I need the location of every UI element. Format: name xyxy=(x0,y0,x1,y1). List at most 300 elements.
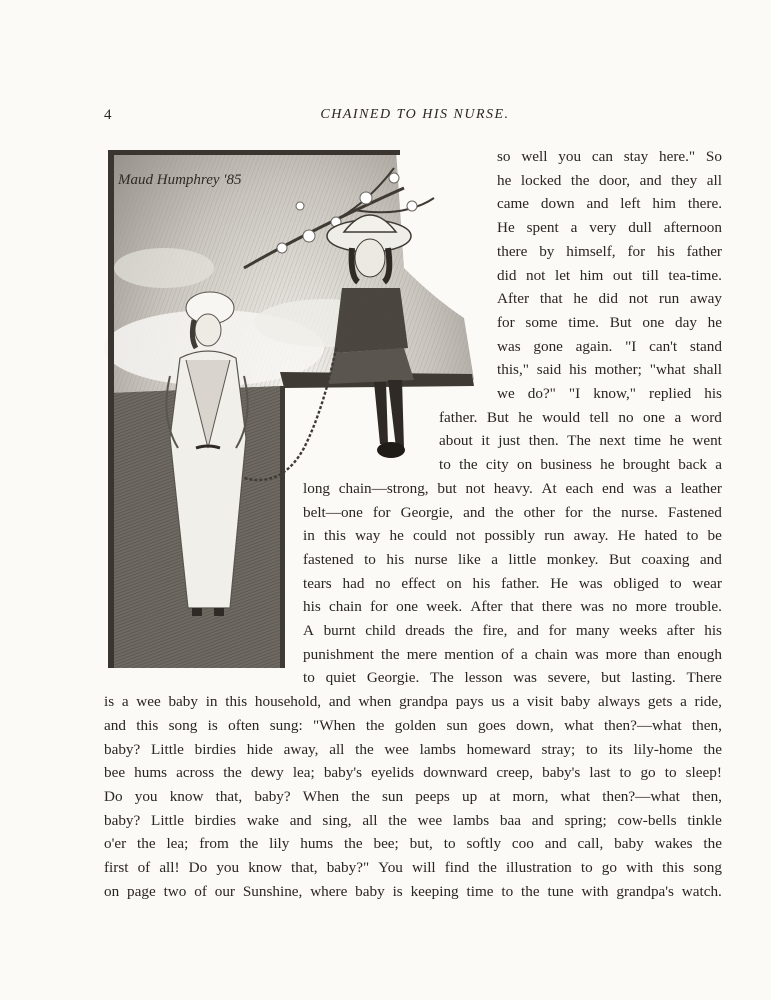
word: and xyxy=(328,693,351,711)
word: visit xyxy=(526,693,554,711)
word: came xyxy=(497,195,530,213)
word: peeps xyxy=(415,787,450,805)
word: he xyxy=(600,456,615,474)
text-line xyxy=(497,287,722,311)
word: him xyxy=(652,195,676,213)
word: here." xyxy=(658,148,696,165)
word: wee xyxy=(136,693,161,711)
word: dreads xyxy=(405,622,445,639)
word: for xyxy=(372,503,391,521)
word: last xyxy=(589,764,611,782)
word: went xyxy=(692,432,722,450)
word: him xyxy=(579,266,604,284)
text-line xyxy=(439,429,722,453)
word: had xyxy=(342,574,365,592)
word: "what xyxy=(649,361,686,379)
word: some xyxy=(525,313,558,331)
word: Fastened xyxy=(667,503,722,521)
word: on xyxy=(446,574,462,592)
word: the xyxy=(351,787,370,805)
word: lambs xyxy=(452,811,490,829)
word: and xyxy=(531,811,554,829)
word: baby's xyxy=(323,764,362,782)
word: locked xyxy=(520,171,562,189)
word: business xyxy=(540,456,592,474)
word: time. xyxy=(568,313,599,331)
word: and xyxy=(586,195,609,213)
word: a xyxy=(520,645,528,663)
text-line xyxy=(303,643,722,667)
word: with xyxy=(581,882,609,900)
word: lily-home xyxy=(633,740,693,758)
word: like xyxy=(457,550,481,568)
word: Do xyxy=(188,859,208,876)
word: the xyxy=(381,645,400,663)
word: possibly xyxy=(484,527,536,545)
word: is xyxy=(392,882,403,900)
word: he xyxy=(707,313,722,331)
word: you xyxy=(134,787,158,805)
word: "I xyxy=(625,337,637,355)
word: to xyxy=(664,764,677,782)
word: lesson xyxy=(464,669,503,687)
word: down, xyxy=(516,716,554,734)
word: run xyxy=(544,527,565,545)
word: and xyxy=(463,503,486,521)
word: Sunshine, xyxy=(242,882,303,900)
word: then, xyxy=(691,716,722,734)
text-line xyxy=(303,666,722,690)
word: But xyxy=(608,550,631,568)
word: for xyxy=(370,598,388,616)
word: city xyxy=(485,456,509,474)
word: other xyxy=(523,503,555,521)
word: the xyxy=(239,835,259,853)
word: a xyxy=(715,456,722,474)
word: stay xyxy=(623,148,649,165)
word: baa xyxy=(499,811,521,829)
word: a xyxy=(512,693,520,711)
word: but xyxy=(601,669,621,687)
word: then. xyxy=(528,432,559,450)
word: mother; xyxy=(594,361,642,379)
word: the xyxy=(570,171,590,189)
word: the xyxy=(137,835,156,853)
word: but, xyxy=(409,835,433,853)
word: baby?" xyxy=(326,859,370,876)
word: in xyxy=(205,693,218,711)
word: After xyxy=(470,598,503,616)
word: the xyxy=(703,740,722,758)
word: mere xyxy=(406,645,438,663)
word: to xyxy=(585,740,598,758)
word: all! xyxy=(159,859,180,876)
word: There xyxy=(686,669,722,687)
word: that, xyxy=(215,787,243,805)
word: could xyxy=(413,527,447,545)
word: he xyxy=(573,290,588,308)
word: so xyxy=(497,148,511,165)
word: leather xyxy=(680,479,722,497)
text-line xyxy=(497,192,722,216)
word: no xyxy=(618,408,634,426)
word: day xyxy=(674,313,697,331)
word: with xyxy=(626,859,654,876)
word: golden xyxy=(394,716,437,734)
word: but xyxy=(437,479,457,497)
word: away xyxy=(689,290,722,308)
word: song xyxy=(168,716,198,734)
word: did xyxy=(497,266,517,284)
word: than xyxy=(643,645,671,663)
word: monkey. xyxy=(546,550,599,568)
word: severe, xyxy=(547,669,591,687)
word: replied xyxy=(649,385,692,402)
word: chain—strong, xyxy=(338,479,429,497)
word: there xyxy=(497,242,528,260)
word: gone xyxy=(533,337,563,355)
word: then?—what xyxy=(603,716,682,734)
word: is xyxy=(104,693,115,711)
text-line xyxy=(104,809,722,833)
word: and xyxy=(639,171,662,189)
word: the xyxy=(355,740,374,758)
word: coaxing xyxy=(641,550,690,568)
word: end xyxy=(602,479,624,497)
word: After xyxy=(497,290,530,308)
text-line xyxy=(497,169,722,193)
word: grandpa's xyxy=(616,882,674,900)
word: to xyxy=(501,882,514,900)
word: this xyxy=(136,716,159,734)
word: go xyxy=(601,859,617,876)
word: find xyxy=(444,859,470,876)
word: He xyxy=(550,574,569,592)
word: was xyxy=(574,645,599,663)
word: away. xyxy=(573,527,609,545)
word: hated xyxy=(644,527,678,545)
word: heavy. xyxy=(493,479,533,497)
word: away, xyxy=(283,740,319,758)
text-line xyxy=(104,785,722,809)
word: no xyxy=(612,598,628,616)
word: back xyxy=(678,456,707,474)
word: two xyxy=(163,882,187,900)
word: But xyxy=(486,408,509,426)
text-line xyxy=(497,264,722,288)
word: this," xyxy=(497,361,529,379)
word: then?—what xyxy=(602,787,680,805)
word: the xyxy=(388,811,407,829)
word: his xyxy=(472,574,491,592)
word: the xyxy=(454,622,473,639)
word: to xyxy=(686,527,699,545)
word: time xyxy=(466,882,494,900)
word: baby xyxy=(355,882,385,900)
word: lea; xyxy=(166,835,189,853)
word: up xyxy=(462,787,478,805)
word: they xyxy=(671,171,698,189)
word: lambs xyxy=(419,740,456,758)
word: left xyxy=(620,195,641,213)
text-line xyxy=(303,595,722,619)
word: for xyxy=(564,503,583,521)
word: illustration xyxy=(505,859,572,876)
text-line xyxy=(439,406,722,430)
word: baby xyxy=(560,693,591,711)
word: very xyxy=(589,219,617,237)
word: us xyxy=(491,693,505,711)
word: sleep! xyxy=(685,764,722,782)
word: softly xyxy=(466,835,502,853)
word: the xyxy=(344,835,363,853)
word: wakes xyxy=(654,835,693,853)
word: week. xyxy=(426,598,463,616)
word: burnt xyxy=(323,622,356,639)
word: Georgie. xyxy=(366,669,420,687)
artist-signature: Maud Humphrey '85 xyxy=(118,172,242,188)
word: about xyxy=(439,432,473,450)
word: one xyxy=(642,313,665,331)
word: A xyxy=(303,622,314,639)
word: from xyxy=(199,835,229,853)
word: homeward xyxy=(466,740,531,758)
word: call, xyxy=(577,835,604,853)
word: was xyxy=(632,479,657,497)
word: let xyxy=(554,266,571,284)
word: page xyxy=(127,882,156,900)
text-line xyxy=(104,832,722,856)
word: spring; xyxy=(564,811,607,829)
word: next xyxy=(599,432,626,450)
text-line xyxy=(439,453,722,477)
word: obliged xyxy=(613,574,659,592)
word: to xyxy=(443,835,456,853)
word: not xyxy=(628,290,649,308)
word: song xyxy=(693,859,722,876)
word: the xyxy=(459,456,478,474)
word: for xyxy=(497,313,515,331)
word: he xyxy=(669,432,684,450)
word: tinkle xyxy=(687,811,722,829)
text-line xyxy=(104,761,722,785)
word: know," xyxy=(593,385,636,402)
word: the xyxy=(223,764,242,782)
word: brought xyxy=(622,456,671,474)
word: cow-bells xyxy=(617,811,677,829)
word: more xyxy=(635,598,667,616)
text-line xyxy=(104,880,722,904)
word: trouble. xyxy=(675,598,722,616)
text-line xyxy=(104,856,722,880)
word: lily xyxy=(269,835,290,853)
word: do?" xyxy=(527,385,556,402)
word: hums xyxy=(134,764,168,782)
word: mention xyxy=(444,645,494,663)
word: we xyxy=(497,385,515,402)
word: "When xyxy=(313,716,356,734)
word: He xyxy=(497,219,515,237)
word: the xyxy=(478,859,497,876)
text-line xyxy=(303,572,722,596)
word: Little xyxy=(151,740,184,758)
word: bee; xyxy=(373,835,399,853)
word: wake xyxy=(246,811,279,829)
word: can xyxy=(591,148,613,165)
word: to xyxy=(669,574,682,592)
word: down xyxy=(540,195,575,213)
word: Do xyxy=(104,787,123,805)
word: wee xyxy=(417,811,443,829)
word: there. xyxy=(687,195,722,213)
word: to xyxy=(364,550,376,568)
word: So xyxy=(705,148,722,165)
word: on xyxy=(516,456,533,474)
word: for xyxy=(548,622,567,639)
text-line xyxy=(497,335,722,359)
word: creep, xyxy=(496,764,534,782)
word: and xyxy=(517,622,539,639)
word: At xyxy=(541,479,557,497)
word: one xyxy=(396,598,419,616)
word: each xyxy=(565,479,594,497)
word: by xyxy=(539,242,555,260)
word: this xyxy=(225,693,248,711)
word: not xyxy=(525,266,546,284)
word: enough xyxy=(677,645,722,663)
word: where xyxy=(310,882,348,900)
word: then, xyxy=(692,787,722,805)
word: first xyxy=(104,859,129,876)
word: dewy xyxy=(250,764,284,782)
word: little xyxy=(508,550,537,568)
word: pays xyxy=(455,693,484,711)
word: baby's xyxy=(542,764,581,782)
word: Georgie, xyxy=(400,503,454,521)
word: is xyxy=(207,716,218,734)
word: across xyxy=(176,764,215,782)
word: o'er xyxy=(104,835,127,853)
word: that, xyxy=(291,859,318,876)
word: the xyxy=(365,716,385,734)
word: to xyxy=(439,456,451,474)
word: out xyxy=(612,266,633,284)
word: what xyxy=(564,716,594,734)
word: way xyxy=(355,527,381,545)
word: his xyxy=(704,622,722,639)
word: this xyxy=(662,859,685,876)
word: When xyxy=(302,787,340,805)
word: Little xyxy=(151,811,184,829)
word: You xyxy=(378,859,403,876)
word: again. xyxy=(575,337,613,355)
text-line xyxy=(497,311,722,335)
word: stray; xyxy=(541,740,576,758)
word: one xyxy=(643,408,665,426)
word: tears xyxy=(303,574,332,592)
word: fastened xyxy=(303,550,354,568)
word: door, xyxy=(599,171,631,189)
word: baby? xyxy=(254,787,291,805)
word: the xyxy=(592,503,612,521)
word: would xyxy=(542,408,581,426)
word: word xyxy=(690,408,722,426)
word: punishment xyxy=(303,645,374,663)
word: sun xyxy=(446,716,468,734)
word: bee xyxy=(104,764,126,782)
word: baby xyxy=(168,693,198,711)
word: keeping xyxy=(410,882,459,900)
word: go xyxy=(640,764,656,782)
word: long xyxy=(303,479,331,497)
word: more xyxy=(605,645,637,663)
text-line xyxy=(303,477,722,501)
word: sun xyxy=(381,787,404,805)
word: chain xyxy=(328,598,362,616)
word: be xyxy=(707,527,722,545)
running-head: CHAINED TO HIS NURSE. xyxy=(320,107,510,122)
text-line xyxy=(303,524,722,548)
word: wee xyxy=(384,740,409,758)
word: what xyxy=(560,787,591,805)
word: not xyxy=(465,479,485,497)
word: our xyxy=(214,882,235,900)
word: morn, xyxy=(512,787,549,805)
word: gets xyxy=(647,693,673,711)
word: baby xyxy=(614,835,644,853)
word: chain xyxy=(534,645,568,663)
word: was xyxy=(497,337,521,355)
word: father. xyxy=(439,408,478,426)
text-line xyxy=(104,714,722,738)
word: can't xyxy=(649,337,678,355)
word: fire, xyxy=(482,622,508,639)
word: The xyxy=(567,432,591,450)
word: the xyxy=(495,503,514,521)
word: when xyxy=(358,693,392,711)
text-line xyxy=(497,240,722,264)
word: of xyxy=(194,882,207,900)
text-line xyxy=(497,216,722,240)
word: The xyxy=(430,669,454,687)
word: hide xyxy=(246,740,273,758)
word: downward xyxy=(423,764,488,782)
word: dull xyxy=(628,219,652,237)
word: to xyxy=(580,859,593,876)
word: often xyxy=(228,716,260,734)
word: of xyxy=(501,645,514,663)
word: hums xyxy=(300,835,334,853)
word: there xyxy=(541,598,573,616)
word: a xyxy=(674,408,682,426)
word: of xyxy=(137,859,151,876)
word: well xyxy=(521,148,548,165)
word: just xyxy=(498,432,521,450)
word: tea-time. xyxy=(668,266,722,284)
word: he xyxy=(389,527,404,545)
word: baby? xyxy=(104,811,141,829)
word: always xyxy=(598,693,641,711)
word: child xyxy=(365,622,396,639)
word: father. xyxy=(501,574,540,592)
word: will xyxy=(412,859,436,876)
word: birdies xyxy=(194,811,237,829)
word: he xyxy=(518,408,533,426)
word: household, xyxy=(254,693,322,711)
word: spent xyxy=(526,219,559,237)
word: after xyxy=(666,622,695,639)
word: that xyxy=(510,598,534,616)
